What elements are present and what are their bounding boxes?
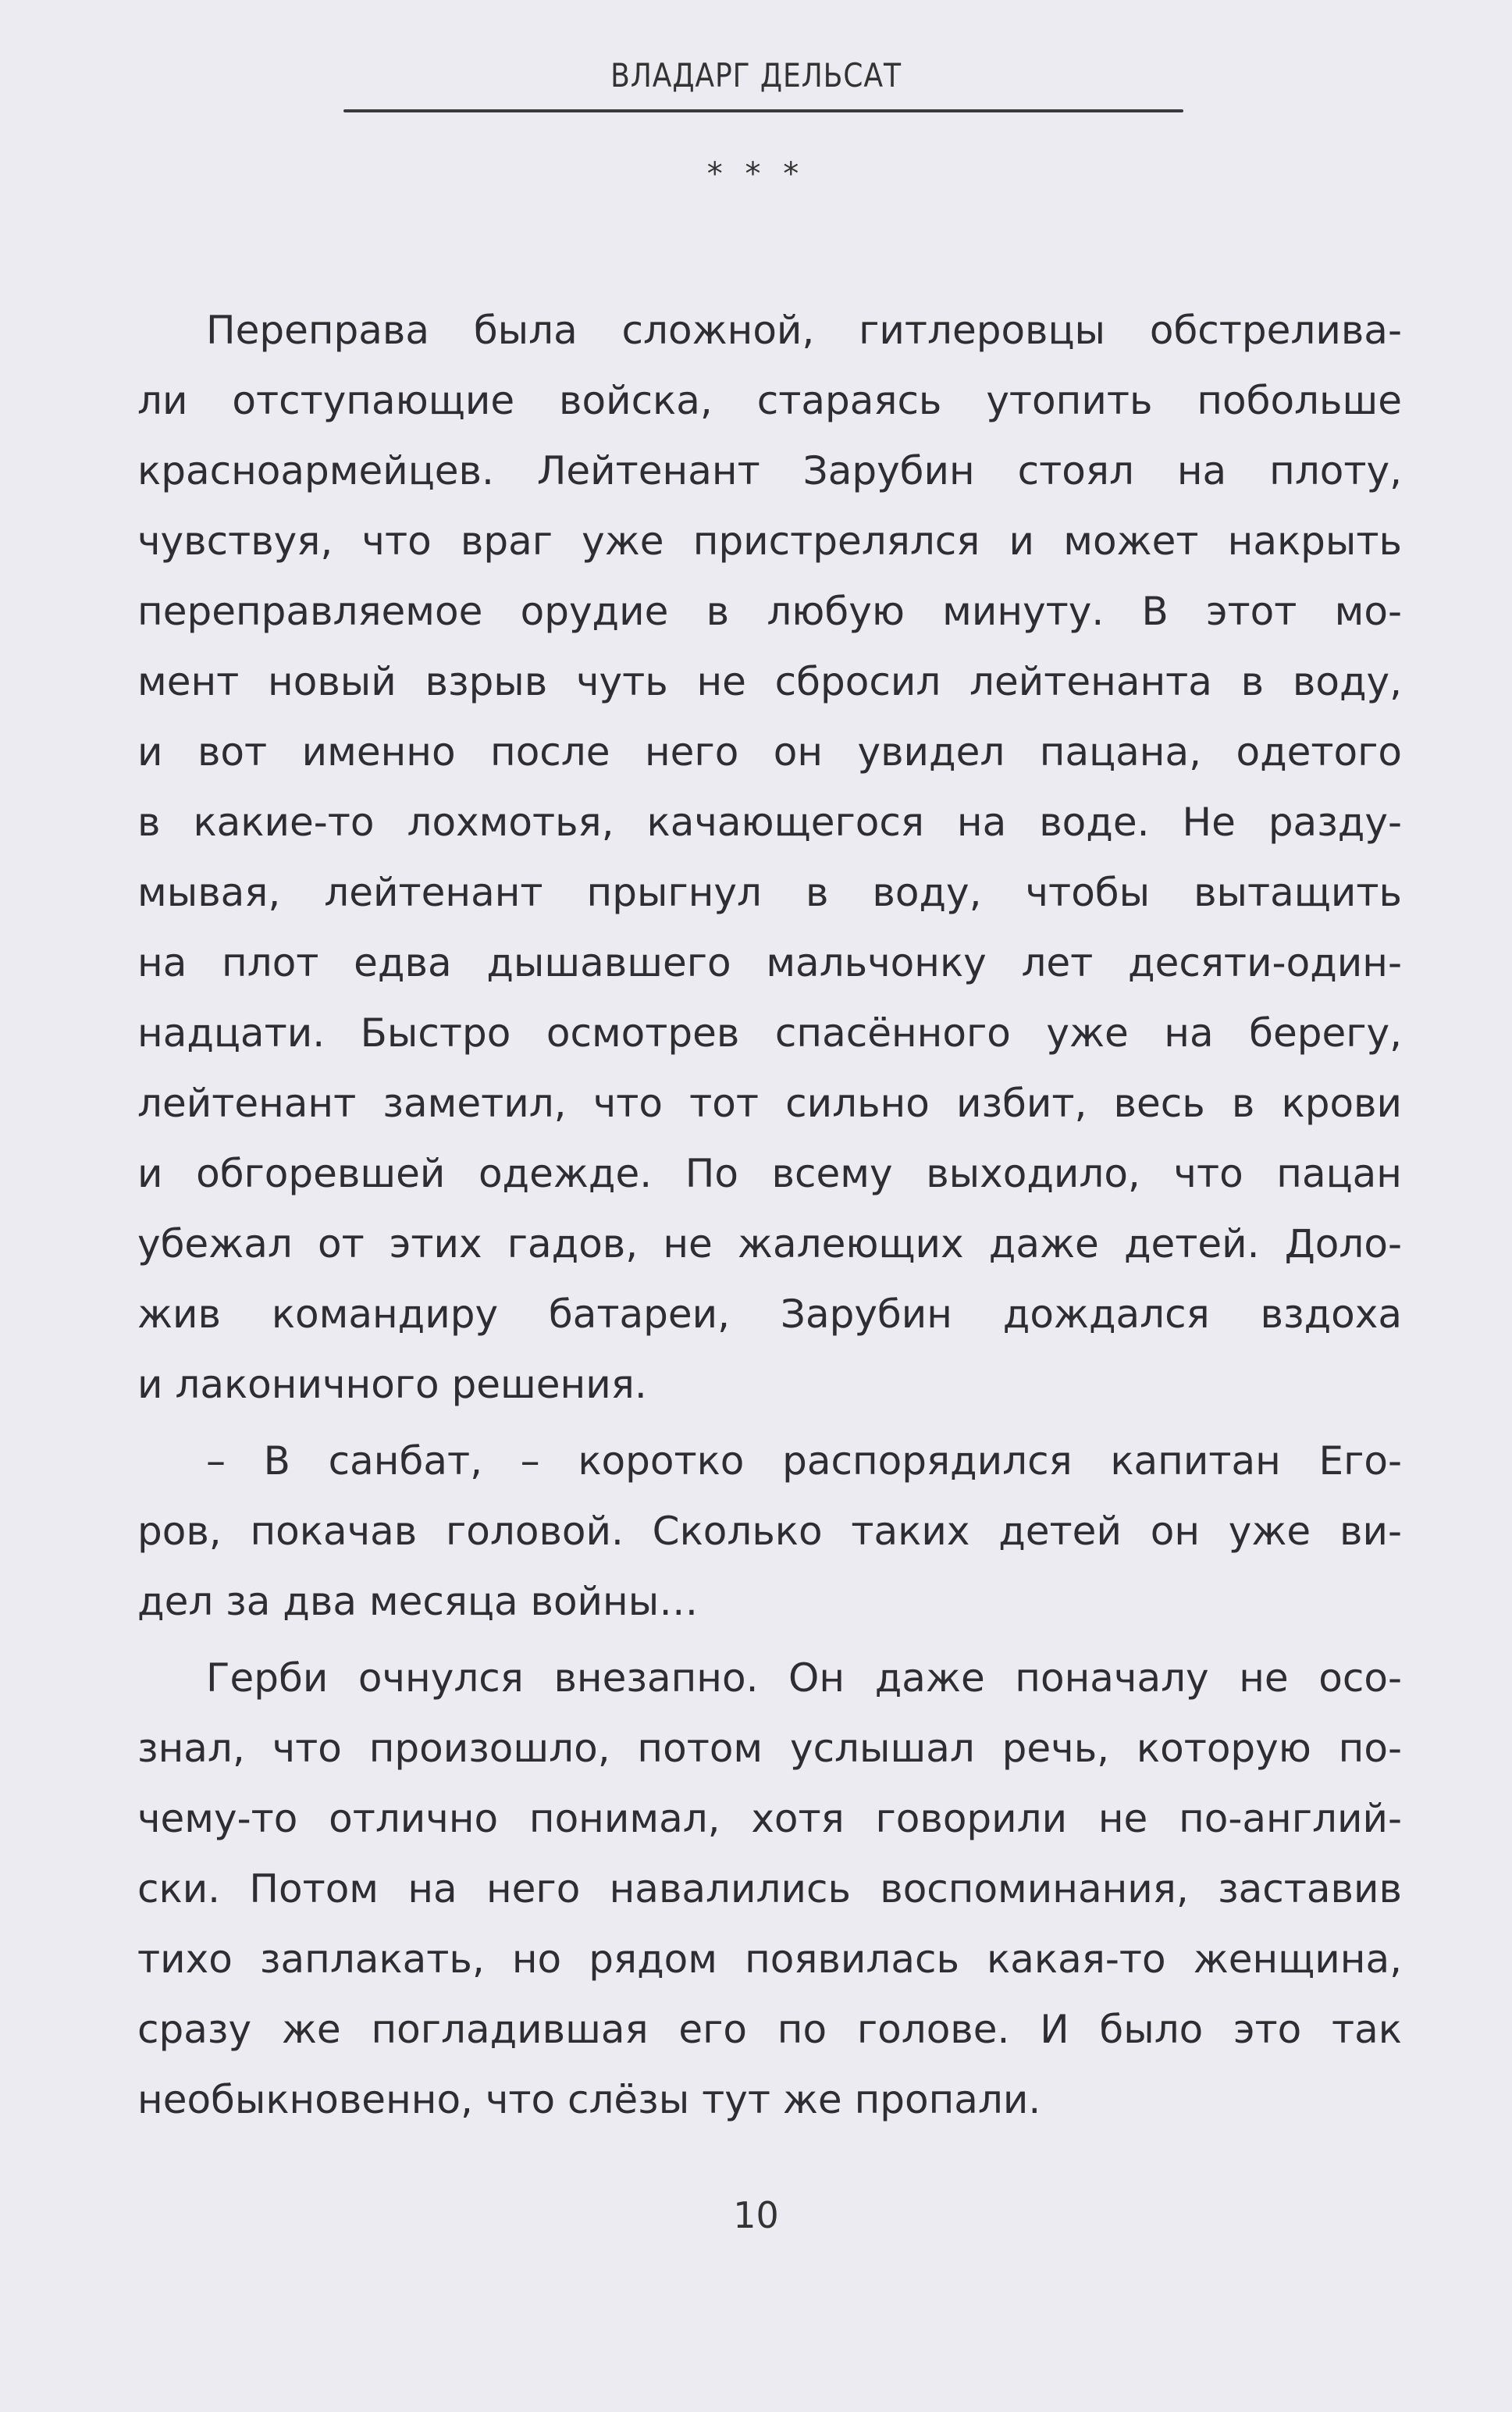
text-line: ли отступающие войска, стараясь утопить побольше <box>137 378 1402 423</box>
text-line: жив командиру батареи, Зарубин дождался вздоха <box>137 1292 1402 1337</box>
text-line: и обгоревшей одежде. По всему выходило, что пацан <box>137 1151 1402 1196</box>
body-text <box>137 295 1402 2141</box>
text-line: знал, что произошло, потом услышал речь, которую по- <box>137 1726 1402 1771</box>
text-line: убежал от этих гадов, не жалеющих даже детей. Доло- <box>137 1221 1402 1267</box>
header-divider <box>343 109 1183 112</box>
text-line: в какие-то лохмотья, качающегося на воде. Не разду- <box>137 800 1402 845</box>
text-line: на плот едва дышавшего мальчонку лет десяти-один- <box>137 940 1402 985</box>
text-line: Переправа была сложной, гитлеровцы обстрелива- <box>206 308 1402 353</box>
text-line: переправляемое орудие в любую минуту. В этот мо- <box>137 589 1402 634</box>
paragraph <box>137 1426 1402 1637</box>
text-line: и вот именно после него он увидел пацана, одетого <box>137 729 1402 775</box>
running-head-author: ВЛАДАРГ ДЕЛЬСАТ <box>610 56 902 94</box>
text-line: мент новый взрыв чуть не сбросил лейтенанта в воду, <box>137 659 1402 704</box>
text-line: красноармейцев. Лейтенант Зарубин стоял на плоту, <box>137 448 1402 493</box>
text-line: ров, покачав головой. Сколько таких детей он уже ви- <box>137 1509 1402 1554</box>
text-line: чему-то отлично понимал, хотя говорили не по-англий- <box>137 1796 1402 1841</box>
page-number: 10 <box>733 2194 779 2236</box>
text-line: тихо заплакать, но рядом появилась какая-то женщина, <box>137 1936 1402 1982</box>
section-separator: * * * <box>706 156 806 192</box>
text-line: – В санбат, – коротко распорядился капитан Его- <box>206 1438 1402 1484</box>
text-line: дел за два месяца войны… <box>137 1579 699 1624</box>
text-line: сразу же погладившая его по голове. И было это так <box>137 2007 1402 2052</box>
text-line: ски. Потом на него навалились воспоминания, заставив <box>137 1866 1402 1911</box>
text-line: надцати. Быстро осмотрев спасённого уже на берегу, <box>137 1010 1402 1056</box>
text-line: Герби очнулся внезапно. Он даже поначалу не осо- <box>206 1655 1402 1701</box>
text-line: необыкновенно, что слёзы тут же пропали. <box>137 2077 1041 2122</box>
paragraph <box>137 295 1402 1420</box>
text-line: и лаконичного решения. <box>137 1362 647 1407</box>
text-line: мывая, лейтенант прыгнул в воду, чтобы вытащить <box>137 870 1402 915</box>
text-line: лейтенант заметил, что тот сильно избит, весь в крови <box>137 1081 1402 1126</box>
text-line: чувствуя, что враг уже пристрелялся и может накрыть <box>137 518 1402 564</box>
paragraph <box>137 1643 1402 2135</box>
